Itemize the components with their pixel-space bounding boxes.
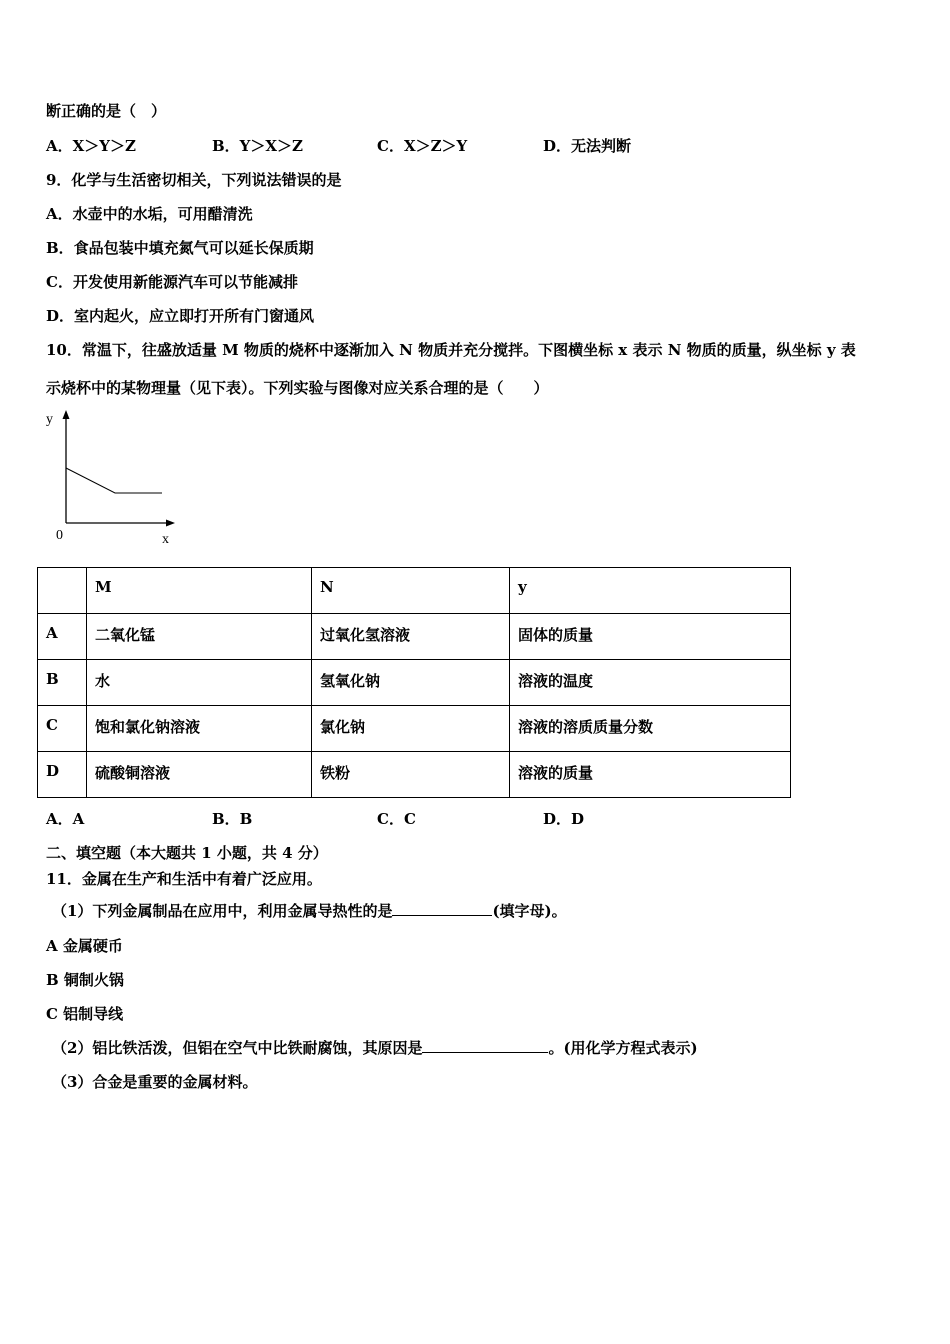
q10-option-c: C．C	[377, 810, 416, 828]
table-cell: 水	[87, 660, 312, 706]
q10-option-a: A．A	[46, 810, 85, 828]
q9-option-d: D．室内起火，应立即打开所有门窗通风	[46, 307, 315, 325]
q8-option-c: C．X＞Z＞Y	[377, 137, 468, 155]
table-row	[38, 660, 791, 706]
q10-stem-line2: 示烧杯中的某物理量（见下表）。下列实验与图像对应关系合理的是（ ）	[46, 379, 549, 397]
q11-part1-suffix: (填字母)。	[492, 902, 567, 920]
table-header-cell: N	[312, 568, 510, 614]
table-header-cell: y	[510, 568, 791, 614]
y-axis-arrow	[63, 410, 70, 419]
q8-stem-tail: 断正确的是（ ）	[46, 102, 167, 120]
q8-option-a: A．X＞Y＞Z	[46, 137, 136, 155]
q8-option-d: D．无法判断	[543, 137, 632, 155]
table-cell: 饱和氯化钠溶液	[87, 706, 312, 752]
q10-option-b: B．B	[212, 810, 253, 828]
table-row	[38, 752, 791, 798]
q11-part3: （3）合金是重要的金属材料。	[52, 1073, 258, 1091]
q11-part1-blank[interactable]	[392, 901, 492, 916]
q9-stem: 9．化学与生活密切相关，下列说法错误的是	[46, 171, 342, 189]
table-cell: 溶液的质量	[510, 752, 791, 798]
q10-table	[37, 567, 791, 798]
q10-stem-line1: 10．常温下，往盛放适量 M 物质的烧杯中逐渐加入 N 物质并充分搅拌。下图横坐标 x 表示 N 物质的质量，纵坐标 y 表	[46, 341, 856, 359]
table-row	[38, 614, 791, 660]
table-cell: 氯化钠	[312, 706, 510, 752]
q11-part1	[52, 901, 567, 921]
table-cell: D	[38, 752, 87, 798]
q10-option-d: D．D	[543, 810, 585, 828]
table-cell: B	[38, 660, 87, 706]
q11-stem: 11．金属在生产和生活中有着广泛应用。	[46, 870, 322, 888]
x-axis-arrow	[166, 520, 175, 527]
q11-item-a: A 金属硬币	[46, 937, 123, 955]
q11-part2-text: （2）铝比铁活泼，但铝在空气中比铁耐腐蚀，其原因是	[52, 1039, 423, 1057]
table-header-row	[38, 568, 791, 614]
graph-curve	[66, 468, 162, 493]
table-header-cell	[38, 568, 87, 614]
q11-part2-suffix: 。(用化学方程式表示)	[548, 1039, 698, 1057]
q9-option-a: A．水壶中的水垢，可用醋清洗	[46, 205, 253, 223]
table-header-cell: M	[87, 568, 312, 614]
q11-part1-text: （1）下列金属制品在应用中，利用金属导热性的是	[52, 902, 393, 920]
table-cell: 溶液的溶质质量分数	[510, 706, 791, 752]
table-cell: 氢氧化钠	[312, 660, 510, 706]
table-cell: C	[38, 706, 87, 752]
table-cell: 固体的质量	[510, 614, 791, 660]
graph-origin-label: 0	[56, 528, 63, 543]
table-cell: A	[38, 614, 87, 660]
table-cell: 二氧化锰	[87, 614, 312, 660]
q11-item-c: C 铝制导线	[46, 1005, 124, 1023]
graph-x-label: x	[162, 532, 169, 547]
q11-item-b: B 铜制火锅	[46, 971, 124, 989]
table-cell: 过氧化氢溶液	[312, 614, 510, 660]
table-cell: 溶液的温度	[510, 660, 791, 706]
q9-option-b: B．食品包装中填充氮气可以延长保质期	[46, 239, 314, 257]
section-title: 二、填空题（本大题共 1 小题，共 4 分）	[46, 844, 328, 862]
graph-y-label: y	[46, 412, 53, 427]
q11-part2-blank[interactable]	[422, 1038, 548, 1053]
table-cell: 硫酸铜溶液	[87, 752, 312, 798]
q11-part2	[52, 1038, 698, 1058]
table-cell: 铁粉	[312, 752, 510, 798]
q8-option-b: B．Y＞X＞Z	[212, 137, 303, 155]
table-row	[38, 706, 791, 752]
q9-option-c: C．开发使用新能源汽车可以节能减排	[46, 273, 298, 291]
